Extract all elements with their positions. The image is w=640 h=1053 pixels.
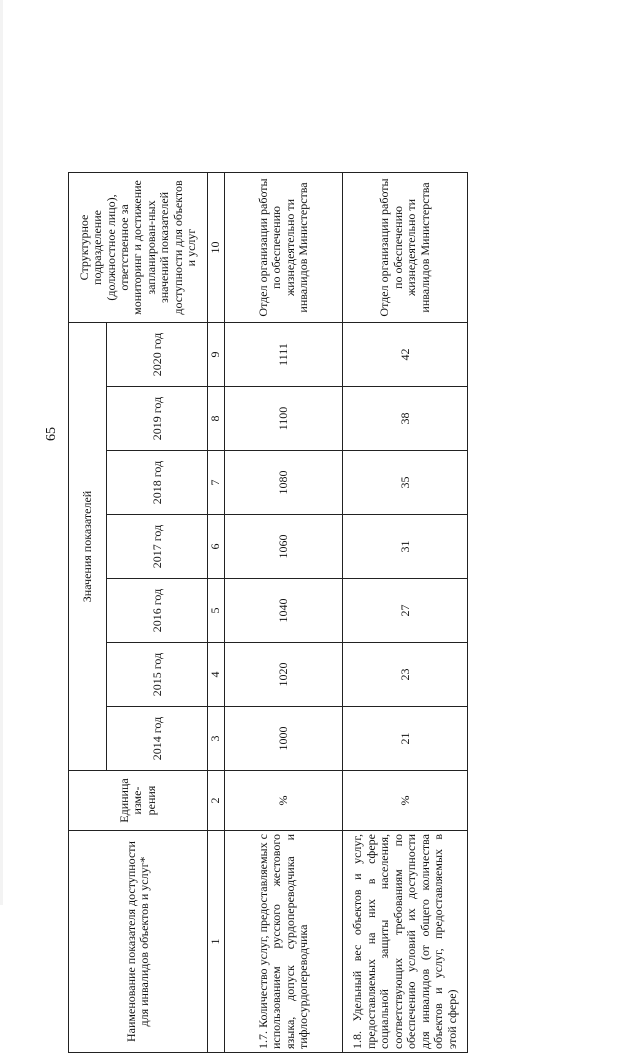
column-number: 2 (208, 771, 225, 831)
table-row (225, 172, 343, 1052)
scan-edge (0, 0, 3, 905)
header-year: 2016 год (107, 579, 208, 643)
header-values-group: Значения показателей (69, 322, 107, 770)
column-number: 4 (208, 643, 225, 707)
responsible-cell: Отдел организации работы по обеспечению жизнедеятельно ти инвалидов Министерства (343, 172, 468, 322)
column-number: 10 (208, 172, 225, 322)
indicators-table (68, 172, 468, 1053)
header-year: 2015 год (107, 643, 208, 707)
value-cell: 35 (343, 451, 468, 515)
header-year: 2018 год (107, 451, 208, 515)
unit-cell: % (343, 771, 468, 831)
column-number: 1 (208, 831, 225, 1053)
column-number: 9 (208, 322, 225, 386)
header-year: 2017 год (107, 515, 208, 579)
column-number: 8 (208, 387, 225, 451)
value-cell: 1040 (225, 579, 343, 643)
value-cell: 1111 (225, 322, 343, 386)
value-cell: 1000 (225, 707, 343, 771)
rotated-table-wrapper (68, 178, 468, 1053)
value-cell: 1020 (225, 643, 343, 707)
column-number: 7 (208, 451, 225, 515)
unit-cell: % (225, 771, 343, 831)
header-responsible: Структурное подразделение (должностное лицо), ответственное за мониторинг и достижение запланирован-ных значений показателей доступности для объектов и услуг (69, 172, 208, 322)
value-cell: 23 (343, 643, 468, 707)
page-number: 65 (44, 427, 59, 441)
value-cell: 21 (343, 707, 468, 771)
value-cell: 42 (343, 322, 468, 386)
value-cell: 38 (343, 387, 468, 451)
table-row (343, 172, 468, 1052)
indicator-name-cell: 1.7. Количество услуг, предоставляемых с использованием русского жестового языка, допуск сурдопереводчика и тифлосурдопереводчика (225, 831, 343, 1053)
header-year: 2014 год (107, 707, 208, 771)
value-cell: 1100 (225, 387, 343, 451)
value-cell: 1080 (225, 451, 343, 515)
header-year: 2019 год (107, 387, 208, 451)
responsible-cell: Отдел организации работы по обеспечению жизнедеятельно ти инвалидов Министерства (225, 172, 343, 322)
header-indicator-name: Наименование показателя доступности для инвалидов объектов и услуг* (69, 831, 208, 1053)
value-cell: 31 (343, 515, 468, 579)
header-year: 2020 год (107, 322, 208, 386)
column-number: 5 (208, 579, 225, 643)
value-cell: 27 (343, 579, 468, 643)
column-number: 3 (208, 707, 225, 771)
header-unit: Единица изме-рения (69, 771, 208, 831)
value-cell: 1060 (225, 515, 343, 579)
indicator-name-cell: 1.8. Удельный вес объектов и услуг, предоставляемых на них в сфере социальной защиты населения, соответствующих требованиям по обеспечению условий их доступности для инвалидов (от общего количества объектов и услуг, предоставляемых в этой сфере) (343, 831, 468, 1053)
column-number: 6 (208, 515, 225, 579)
